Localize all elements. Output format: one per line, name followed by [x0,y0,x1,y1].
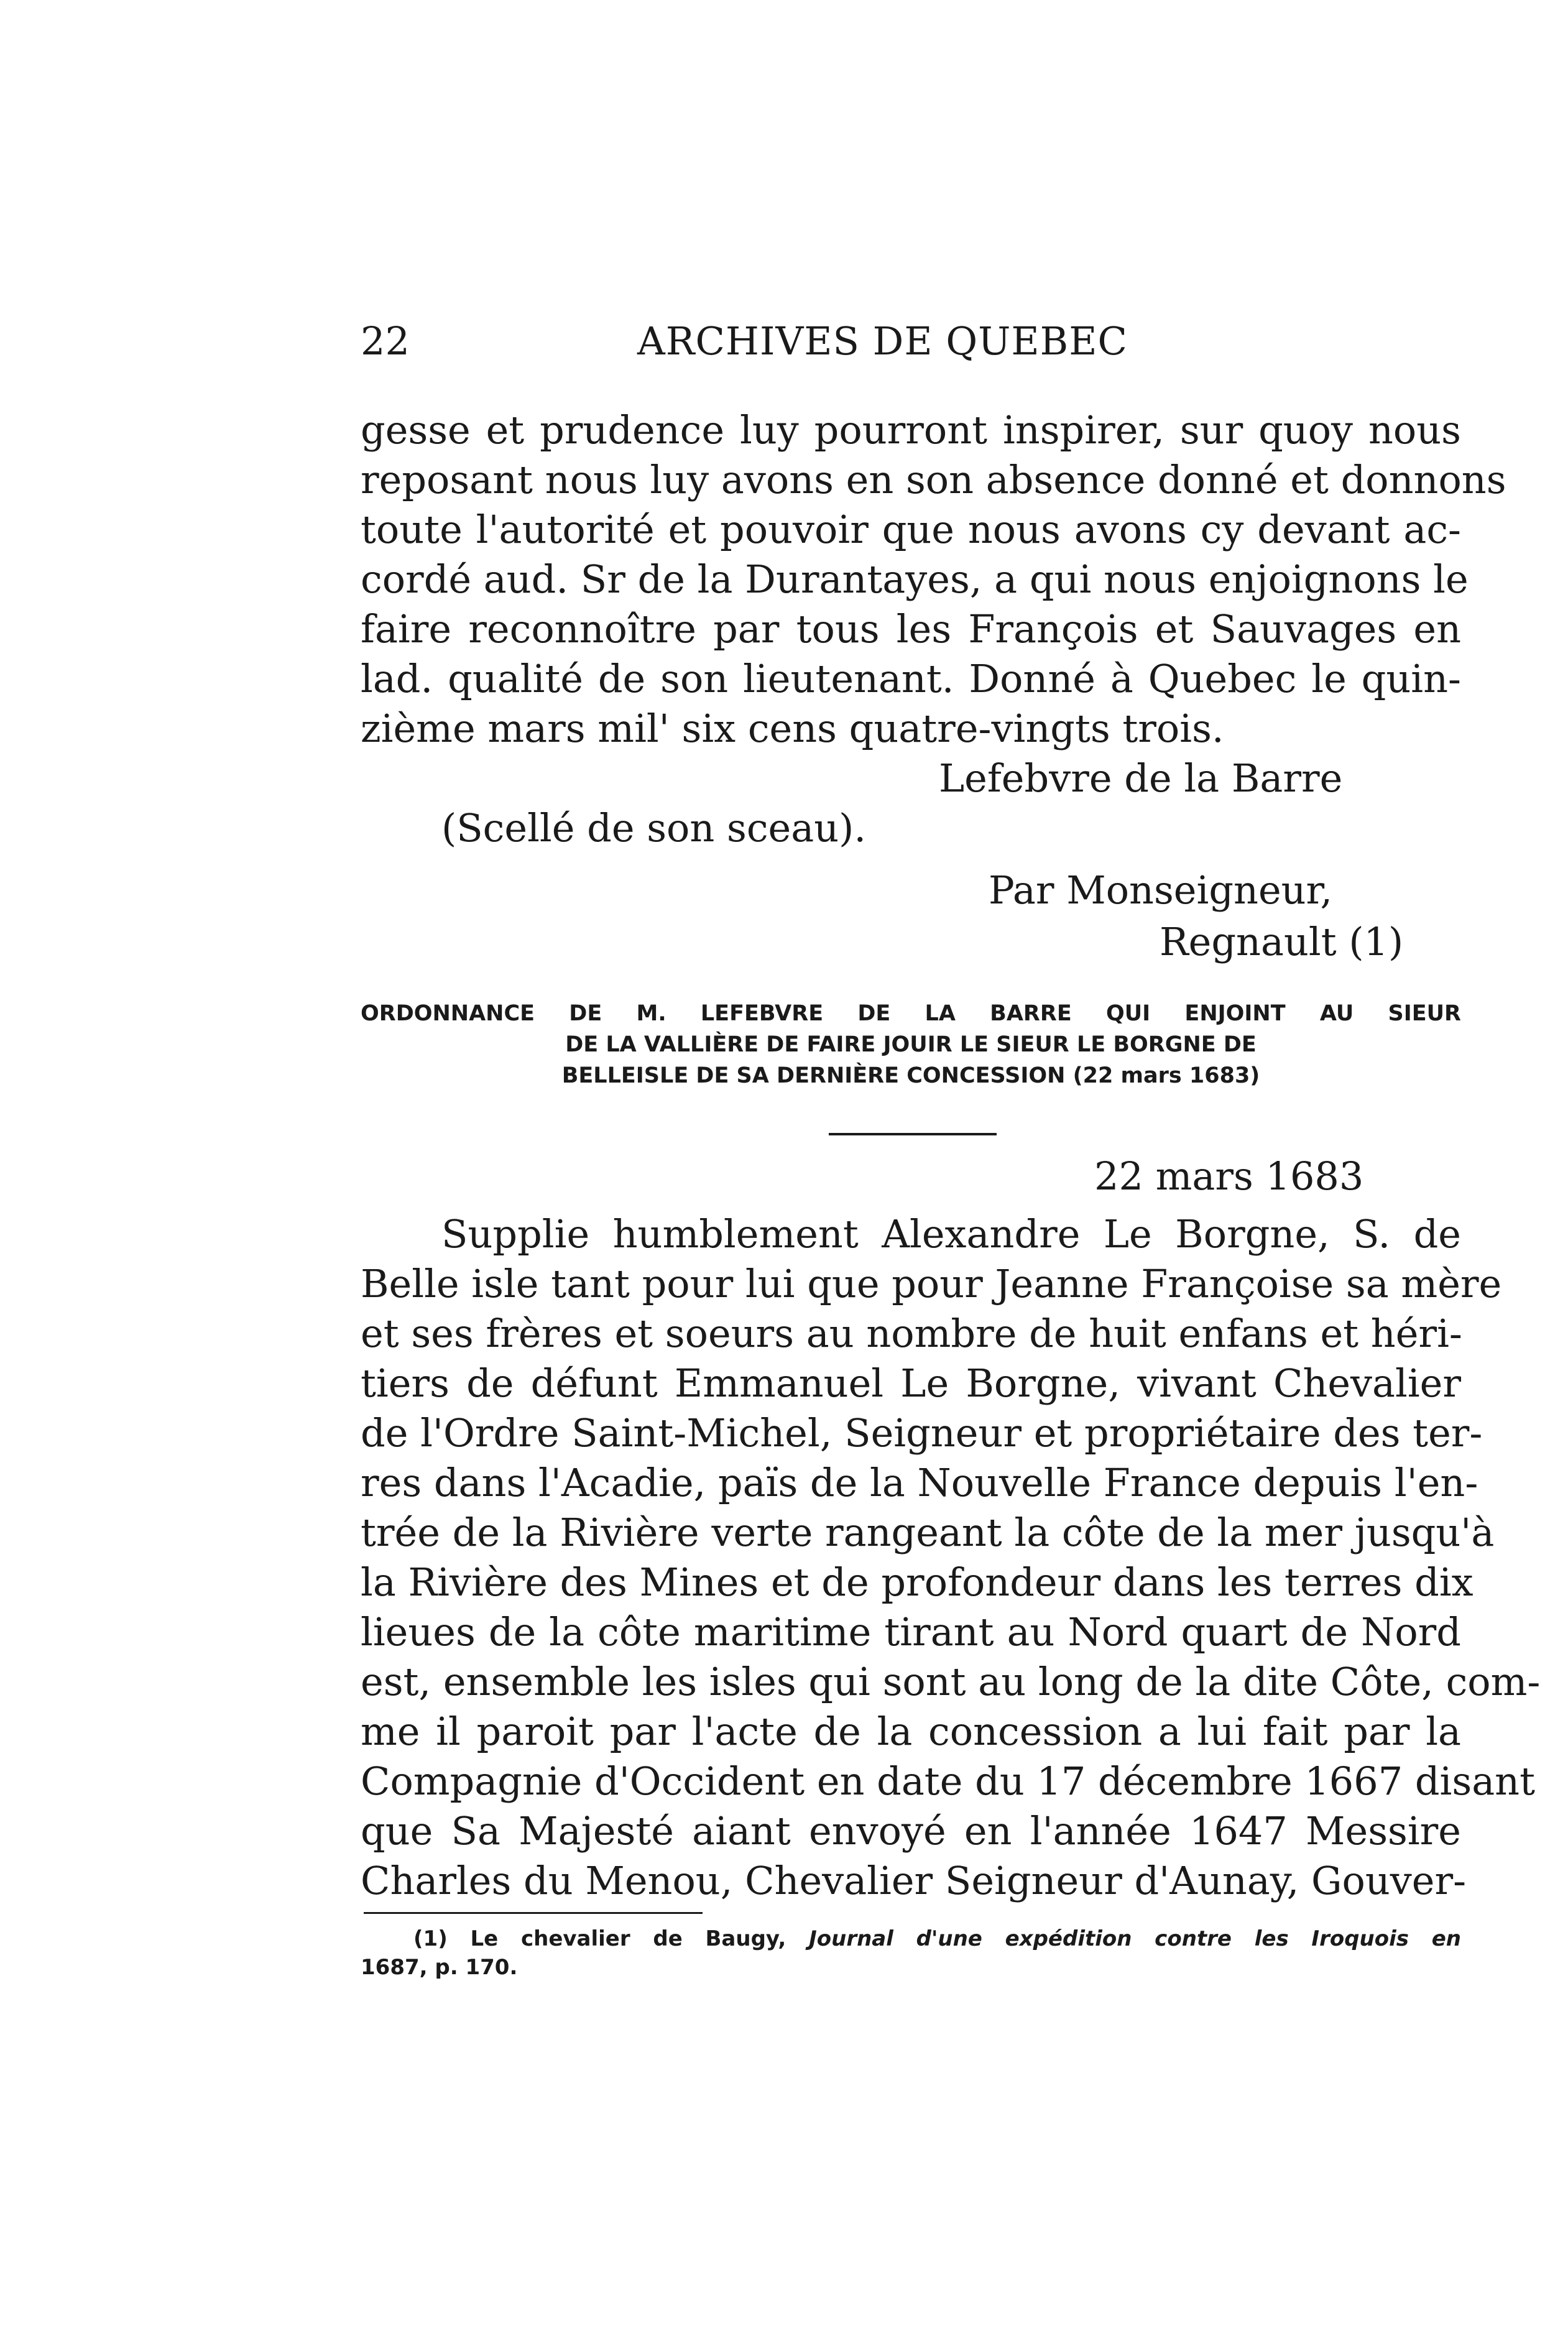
text-line: lieues de la côte maritime tirant au Nord quart de Nord [361,1609,1461,1655]
text-line: Compagnie d'Occident en date du 17 décembre 1667 disant [361,1758,1536,1804]
document-date: 22 mars 1683 [1094,1153,1364,1199]
text-line: tiers de défunt Emmanuel Le Borgne, vivant Chevalier [361,1361,1461,1406]
page-header [361,318,1461,368]
text-line: Supplie humblement Alexandre Le Borgne, S. de [441,1211,1461,1257]
footnote-line [413,1926,1461,1955]
text-line: de l'Ordre Saint-Michel, Seigneur et propriétaire des ter- [361,1410,1483,1456]
text-line: Charles du Menou, Chevalier Seigneur d'Aunay, Gouver- [361,1858,1467,1903]
text-line: res dans l'Acadie, païs de la Nouvelle France depuis l'en- [361,1460,1478,1505]
footnote-line: 1687, p. 170. [361,1955,518,1980]
footnote-text: Le chevalier de Baugy, [470,1926,786,1951]
footnote-marker: (1) [413,1926,448,1951]
text-line: cordé aud. Sr de la Durantayes, a qui nous enjoignons le [361,557,1469,602]
running-title: ARCHIVES DE QUEBEC [637,318,1128,364]
text-line: Belle isle tant pour lui que pour Jeanne Françoise sa mère [361,1261,1502,1306]
title-line: BELLEISLE DE SA DERNIÈRE CONCESSION (22 mars 1683) [561,1063,1260,1088]
seal-note: (Scellé de son sceau). [441,805,867,851]
text-line: me il paroit par l'acte de la concession a lui fait par la [361,1709,1461,1754]
governor-signature: Lefebvre de la Barre [939,755,1343,801]
text-line: est, ensemble les isles qui sont au long de la dite Côte, com- [361,1659,1541,1704]
text-line: faire reconnoître par tous les François et Sauvages en [361,606,1461,652]
text-line: trée de la Rivière verte rangeant la côte de la mer jusqu'à [361,1510,1495,1555]
secretary-signature: Regnault (1) [1160,919,1404,964]
text-line: et ses frères et soeurs au nombre de huit enfans et héri- [361,1311,1462,1356]
text-line: la Rivière des Mines et de profondeur dans les terres dix [361,1559,1473,1605]
page-number: 22 [361,318,410,364]
footnote-title: Journal d'une expédition contre les Iroquois en [809,1926,1461,1951]
text-line: lad. qualité de son lieutenant. Donné à Quebec le quin- [361,656,1461,701]
footnote-divider [364,1912,703,1914]
title-divider [829,1133,997,1135]
text-line: reposant nous luy avons en son absence donné et donnons [361,457,1506,502]
text-line: zième mars mil' six cens quatre-vingts trois. [361,706,1224,751]
text-line: toute l'autorité et pouvoir que nous avons cy devant ac- [361,507,1461,552]
title-line: ORDONNANCE DE M. LEFEBVRE DE LA BARRE QUI ENJOINT AU SIEUR [361,1001,1461,1026]
by-order-line: Par Monseigneur, [989,867,1333,913]
text-line: que Sa Majesté aiant envoyé en l'année 1647 Messire [361,1808,1461,1854]
title-line: DE LA VALLIÈRE DE FAIRE JOUIR LE SIEUR LE BORGNE DE [565,1032,1257,1057]
text-line: gesse et prudence luy pourront inspirer, sur quoy nous [361,407,1461,453]
